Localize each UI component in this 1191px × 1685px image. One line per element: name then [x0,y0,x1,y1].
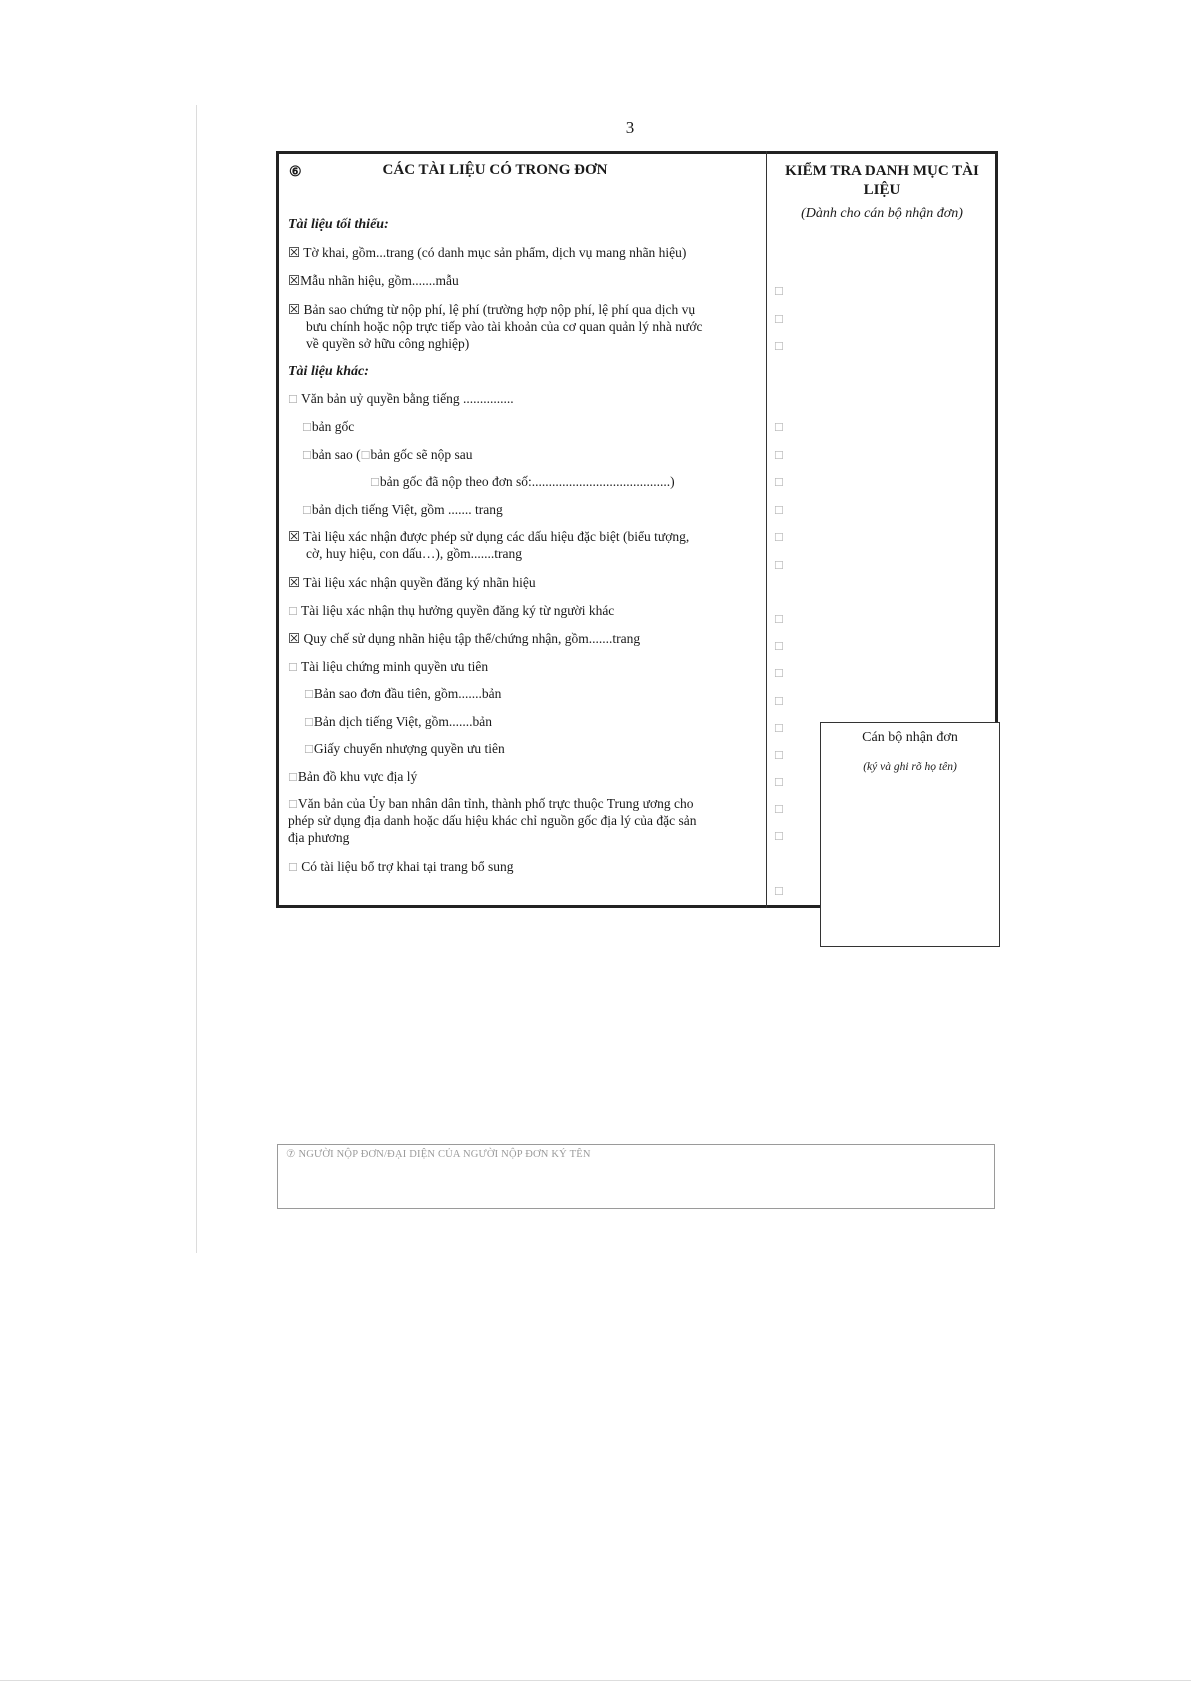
page-number: 3 [625,118,635,137]
officer-check-box[interactable]: ☐ [774,532,784,544]
item-special-signs: ☒ Tài liệu xác nhận được phép sử dụng các dấu hiệu đặc biệt (biểu tượng, [288,529,690,544]
item-fee-receipt: ☒ Bản sao chứng từ nộp phí, lệ phí (trường hợp nộp phí, lệ phí qua dịch vụ [288,302,696,317]
item-power-of-attorney: ☐ Văn bản uỷ quyền bằng tiếng ............... [288,391,514,406]
applicant-signature-box[interactable] [277,1144,995,1209]
unchecked-box-icon[interactable]: ☐ [360,450,371,462]
unchecked-box-icon[interactable]: ☐ [304,689,314,701]
unchecked-box-icon[interactable]: ☐ [302,450,312,462]
item-inherit-right: ☐ Tài liệu xác nhận thụ hưởng quyền đăng ký từ người khác [288,603,615,618]
column-divider [766,151,767,908]
unchecked-box-icon[interactable]: ☐ [302,422,312,434]
checked-box-icon[interactable]: ☒ [288,273,301,288]
unchecked-box-icon[interactable]: ☐ [288,772,298,784]
minimum-documents-heading: Tài liệu tối thiểu: [288,217,389,232]
receiving-officer-title: Cán bộ nhận đơn [862,730,958,745]
checked-box-icon[interactable]: ☒ [288,529,301,544]
item-committee: ☐Văn bản của Ủy ban nhân dân tỉnh, thành phố trực thuộc Trung ương cho [288,796,694,811]
officer-check-box[interactable]: ☐ [774,777,784,789]
other-documents-heading: Tài liệu khác: [288,364,369,379]
applicant-signature-label: ⑦ NGƯỜI NỘP ĐƠN/ĐẠI DIỆN CỦA NGƯỜI NỘP ĐƠN KÝ TÊN [286,1149,591,1160]
item-registration-right: ☒ Tài liệu xác nhận quyền đăng ký nhãn hiệu [288,575,536,590]
item-special-signs-line2: cờ, huy hiệu, con dấu…), gồm.......trang [306,546,522,561]
officer-check-box[interactable]: ☐ [774,723,784,735]
item-fee-receipt-line3: về quyền sở hữu công nghiệp) [306,336,470,351]
item-priority: ☐ Tài liệu chứng minh quyền ưu tiên [288,659,489,674]
item-map: ☐Bản đồ khu vực địa lý [288,769,418,784]
unchecked-box-icon[interactable]: ☐ [302,505,312,517]
officer-check-box[interactable]: ☐ [774,668,784,680]
item-priority-translation: ☐Bản dịch tiếng Việt, gồm.......bản [304,714,493,729]
officer-check-box[interactable]: ☐ [774,831,784,843]
checked-box-icon[interactable]: ☒ [288,631,301,646]
check-column-subtitle: (Dành cho cán bộ nhận đơn) [801,206,963,221]
item-mark-sample: ☒Mẫu nhãn hiệu, gồm.......mẫu [288,273,459,288]
officer-check-box[interactable]: ☐ [774,450,784,462]
officer-check-box[interactable]: ☐ [774,641,784,653]
checked-box-icon[interactable]: ☒ [288,245,301,260]
unchecked-box-icon[interactable]: ☐ [288,662,298,674]
officer-check-box[interactable]: ☐ [774,286,784,298]
unchecked-box-icon[interactable]: ☐ [370,477,380,489]
officer-check-box[interactable]: ☐ [774,314,784,326]
receiving-officer-subtitle: (ký và ghi rõ họ tên) [863,761,957,773]
item-committee-line2: phép sử dụng địa danh hoặc dấu hiệu khác chỉ nguồn gốc địa lý của đặc sản [288,813,697,828]
receiving-officer-box [820,722,1000,947]
officer-check-box[interactable]: ☐ [774,696,784,708]
footer-line [0,1680,1191,1681]
unchecked-box-icon[interactable]: ☐ [304,717,314,729]
item-poa-translation: ☐bản dịch tiếng Việt, gồm ....... trang [302,502,503,517]
officer-check-box[interactable]: ☐ [774,341,784,353]
officer-check-box[interactable]: ☐ [774,804,784,816]
item-poa-copy-filed: ☐bản gốc đã nộp theo đơn số:.........................................) [370,474,675,489]
item-regulation: ☒ Quy chế sử dụng nhãn hiệu tập thể/chứng nhận, gồm.......trang [288,631,641,646]
officer-check-box[interactable]: ☐ [774,477,784,489]
unchecked-box-icon[interactable]: ☐ [304,744,314,756]
item-declaration: ☒ Tờ khai, gồm...trang (có danh mục sản phẩm, dịch vụ mang nhãn hiệu) [288,245,687,260]
documents-section-title: CÁC TÀI LIỆU CÓ TRONG ĐƠN [382,162,608,178]
checked-box-icon[interactable]: ☒ [288,575,301,590]
item-poa-copy: ☐bản sao (☐bản gốc sẽ nộp sau [302,447,473,462]
officer-check-box[interactable]: ☐ [774,505,784,517]
officer-check-box[interactable]: ☐ [774,886,784,898]
check-column-title: KIỂM TRA DANH MỤC TÀI LIỆU [785,163,979,198]
unchecked-box-icon[interactable]: ☐ [288,394,298,406]
unchecked-box-icon[interactable]: ☐ [288,606,298,618]
officer-check-box[interactable]: ☐ [774,614,784,626]
officer-check-box[interactable]: ☐ [774,422,784,434]
unchecked-box-icon[interactable]: ☐ [288,799,298,811]
checked-box-icon[interactable]: ☒ [288,302,301,317]
item-priority-copy: ☐Bản sao đơn đầu tiên, gồm.......bản [304,686,502,701]
officer-check-box[interactable]: ☐ [774,750,784,762]
unchecked-box-icon[interactable]: ☐ [288,862,298,874]
item-committee-line3: địa phương [288,830,350,845]
page-margin-line [196,105,197,1253]
item-poa-original: ☐bản gốc [302,419,355,434]
item-supplement: ☐ Có tài liệu bổ trợ khai tại trang bổ sung [288,859,514,874]
item-fee-receipt-line2: bưu chính hoặc nộp trực tiếp vào tài khoản của cơ quan quản lý nhà nước [306,319,703,334]
item-priority-transfer: ☐Giấy chuyển nhượng quyền ưu tiên [304,741,505,756]
section-number-icon: ⑥ [289,165,302,180]
officer-check-box[interactable]: ☐ [774,560,784,572]
